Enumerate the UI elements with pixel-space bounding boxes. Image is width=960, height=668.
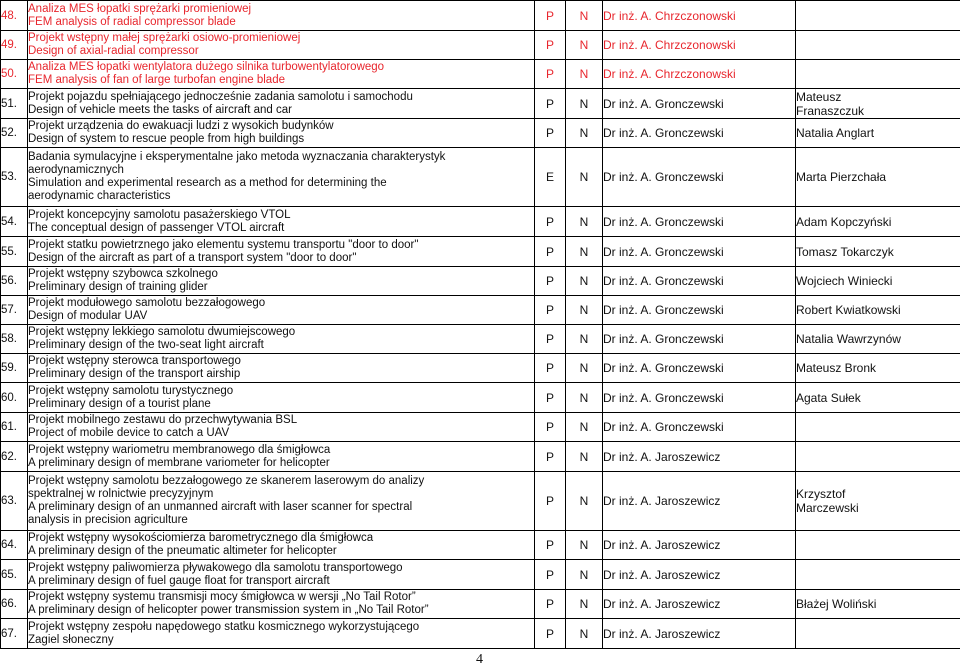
thesis-language: N <box>566 560 603 590</box>
student-name <box>796 531 960 560</box>
student-name-line: Mateusz <box>796 89 842 104</box>
student-name <box>796 207 960 237</box>
supervisor-name: Dr inż. A. Gronczewski <box>603 325 796 354</box>
student-name <box>796 442 960 472</box>
thesis-type: P <box>535 31 566 60</box>
table-row <box>1 267 960 296</box>
thesis-language: N <box>566 60 603 89</box>
title-line: Projekt wstępny samolotu bezzałogowego ze skanerem laserowym do analizy <box>28 475 425 487</box>
student-name-line: Marczewski <box>796 501 859 515</box>
title-line: Projekt statku powietrznego jako elementu systemu transportu "door to door" <box>28 238 419 251</box>
title-line: Projekt wstępny sterowca transportowego <box>28 355 241 367</box>
topic-number: 59. <box>1 354 28 383</box>
table-row <box>1 1 960 31</box>
title-line: A preliminary design of the pneumatic altimeter for helicopter <box>28 545 337 557</box>
topic-number: 61. <box>1 413 28 442</box>
thesis-language: N <box>566 590 603 619</box>
topic-title <box>28 442 535 472</box>
title-line: Projekt wstępny paliwomierza pływakowego dla samolotu transportowego <box>28 561 403 574</box>
thesis-type: P <box>535 560 566 590</box>
student-name <box>796 472 960 531</box>
topic-title <box>28 1 535 31</box>
title-line: Preliminary design of the transport airship <box>28 368 241 380</box>
student-name <box>796 31 960 60</box>
table-row <box>1 413 960 442</box>
table-row <box>1 89 960 119</box>
student-name <box>796 325 960 354</box>
title-line: Projekt pojazdu spełniającego jednocześnie zadania samolotu i samochodu <box>28 90 413 103</box>
student-name <box>796 383 960 413</box>
student-name <box>796 354 960 383</box>
title-line: Project of mobile device to catch a UAV <box>28 427 230 439</box>
topic-title <box>28 207 535 237</box>
thesis-language: N <box>566 148 603 207</box>
topic-number: 66. <box>1 590 28 619</box>
student-name-line: Wojciech Winiecki <box>796 274 893 288</box>
thesis-type: P <box>535 413 566 442</box>
thesis-language: N <box>566 442 603 472</box>
title-line: Design of modular UAV <box>28 310 148 322</box>
topic-number: 53. <box>1 148 28 207</box>
title-line: analysis in precision agriculture <box>28 514 188 526</box>
topic-number: 65. <box>1 560 28 590</box>
table-row <box>1 207 960 237</box>
thesis-type: P <box>535 590 566 619</box>
topic-title <box>28 413 535 442</box>
thesis-type: P <box>535 354 566 383</box>
title-line: Projekt wstępny małej sprężarki osiowo-promieniowej <box>28 32 301 44</box>
student-name-line: Agata Sułek <box>796 390 861 405</box>
title-line: Projekt wstępny samolotu turystycznego <box>28 384 234 397</box>
topic-title <box>28 119 535 148</box>
thesis-type: P <box>535 619 566 649</box>
table-row <box>1 60 960 89</box>
title-line: Projekt mobilnego zestawu do przechwytywania BSL <box>28 414 298 426</box>
student-name <box>796 590 960 619</box>
topic-number: 51. <box>1 89 28 119</box>
thesis-type: E <box>535 148 566 207</box>
supervisor-name: Dr inż. A. Jaroszewicz <box>603 560 796 590</box>
table-body <box>1 1 960 649</box>
title-line: Preliminary design of training glider <box>28 281 208 293</box>
thesis-type: P <box>535 1 566 31</box>
thesis-type: P <box>535 267 566 296</box>
thesis-type: P <box>535 89 566 119</box>
title-line: A preliminary design of helicopter power transmission system in „No Tail Rotor” <box>28 604 429 616</box>
title-line: Projekt wstępny wariometru membranowego dla śmigłowca <box>28 443 331 456</box>
title-line: Design of axial-radial compressor <box>28 45 199 57</box>
topic-number: 56. <box>1 267 28 296</box>
topic-title <box>28 267 535 296</box>
thesis-type: P <box>535 472 566 531</box>
thesis-language: N <box>566 413 603 442</box>
topic-number: 54. <box>1 207 28 237</box>
student-name-line: Błażej Woliński <box>796 597 877 611</box>
title-line: FEM analysis of radial compressor blade <box>28 15 236 28</box>
thesis-language: N <box>566 383 603 413</box>
title-line: Analiza MES łopatki wentylatora dużego silnika turbowentylatorowego <box>28 61 385 73</box>
student-name <box>796 60 960 89</box>
student-name-line: Robert Kwiatkowski <box>796 303 901 317</box>
table-row <box>1 237 960 267</box>
topic-title <box>28 60 535 89</box>
thesis-type: P <box>535 60 566 89</box>
topic-title <box>28 354 535 383</box>
title-line: Projekt wstępny zespołu napędowego statku kosmicznego wykorzystującego <box>28 620 420 633</box>
topic-number: 49. <box>1 31 28 60</box>
topic-number: 62. <box>1 442 28 472</box>
student-name <box>796 413 960 442</box>
title-line: Analiza MES łopatki sprężarki promieniowej <box>28 2 252 15</box>
topic-number: 63. <box>1 472 28 531</box>
supervisor-name: Dr inż. A. Jaroszewicz <box>603 442 796 472</box>
student-name-line: Franaszczuk <box>796 103 865 118</box>
title-line: Badania symulacyjne i eksperymentalne jako metoda wyznaczania charakterystyk <box>28 151 446 163</box>
topic-title <box>28 560 535 590</box>
topic-number: 50. <box>1 60 28 89</box>
table-row <box>1 619 960 649</box>
student-name <box>796 267 960 296</box>
title-line: Projekt koncepcyjny samolotu pasażerskiego VTOL <box>28 208 291 221</box>
topic-title <box>28 383 535 413</box>
thesis-language: N <box>566 119 603 148</box>
supervisor-name: Dr inż. A. Jaroszewicz <box>603 531 796 560</box>
thesis-type: P <box>535 119 566 148</box>
supervisor-name: Dr inż. A. Gronczewski <box>603 207 796 237</box>
supervisor-name: Dr inż. A. Gronczewski <box>603 237 796 267</box>
thesis-language: N <box>566 619 603 649</box>
thesis-type: P <box>535 531 566 560</box>
thesis-language: N <box>566 267 603 296</box>
supervisor-name: Dr inż. A. Gronczewski <box>603 296 796 325</box>
title-line: Design of the aircraft as part of a transport system "door to door" <box>28 251 357 264</box>
table-row <box>1 148 960 207</box>
table-row <box>1 325 960 354</box>
topic-number: 60. <box>1 383 28 413</box>
supervisor-name: Dr inż. A. Gronczewski <box>603 383 796 413</box>
title-line: The conceptual design of passenger VTOL aircraft <box>28 221 285 234</box>
topic-number: 52. <box>1 119 28 148</box>
topic-title <box>28 590 535 619</box>
topic-number: 55. <box>1 237 28 267</box>
table-row <box>1 119 960 148</box>
title-line: Projekt urządzenia do ewakuacji ludzi z wysokich budynków <box>28 120 334 132</box>
thesis-type: P <box>535 442 566 472</box>
thesis-language: N <box>566 296 603 325</box>
student-name <box>796 237 960 267</box>
supervisor-name: Dr inż. A. Jaroszewicz <box>603 590 796 619</box>
table-row <box>1 560 960 590</box>
table-row <box>1 442 960 472</box>
table-row <box>1 296 960 325</box>
student-name <box>796 296 960 325</box>
student-name <box>796 119 960 148</box>
thesis-type: P <box>535 296 566 325</box>
thesis-language: N <box>566 531 603 560</box>
student-name-line: Krzysztof <box>796 487 846 501</box>
supervisor-name: Dr inż. A. Gronczewski <box>603 148 796 207</box>
student-name-line: Adam Kopczyński <box>796 214 892 229</box>
title-line: spektralnej w rolnictwie precyzyjnym <box>28 488 214 500</box>
supervisor-name: Dr inż. A. Gronczewski <box>603 267 796 296</box>
student-name-line: Mateusz Bronk <box>796 361 877 375</box>
table-row <box>1 590 960 619</box>
supervisor-name: Dr inż. A. Chrzczonowski <box>603 1 796 31</box>
title-line: Preliminary design of the two-seat light aircraft <box>28 339 264 351</box>
supervisor-name: Dr inż. A. Gronczewski <box>603 89 796 119</box>
title-line: Design of system to rescue people from high buildings <box>28 133 305 145</box>
topic-title <box>28 89 535 119</box>
title-line: A preliminary design of membrane variometer for helicopter <box>28 456 330 469</box>
table-row <box>1 472 960 531</box>
supervisor-name: Dr inż. A. Chrzczonowski <box>603 60 796 89</box>
thesis-type: P <box>535 207 566 237</box>
thesis-language: N <box>566 1 603 31</box>
student-name <box>796 1 960 31</box>
thesis-type: P <box>535 237 566 267</box>
title-line: Projekt wstępny wysokościomierza barometrycznego dla śmigłowca <box>28 532 374 544</box>
page-number: 4 <box>476 652 483 667</box>
student-name <box>796 619 960 649</box>
title-line: Projekt wstępny systemu transmisji mocy śmigłowca w wersji „No Tail Rotor” <box>28 591 416 603</box>
title-line: A preliminary design of an unmanned aircraft with laser scanner for spectral <box>28 501 413 513</box>
student-name <box>796 560 960 590</box>
topic-title <box>28 472 535 531</box>
thesis-language: N <box>566 325 603 354</box>
title-line: FEM analysis of fan of large turbofan engine blade <box>28 74 285 86</box>
table-row <box>1 31 960 60</box>
supervisor-name: Dr inż. A. Jaroszewicz <box>603 472 796 531</box>
topic-title <box>28 237 535 267</box>
table-row <box>1 354 960 383</box>
supervisor-name: Dr inż. A. Jaroszewicz <box>603 619 796 649</box>
thesis-language: N <box>566 207 603 237</box>
supervisor-name: Dr inż. A. Gronczewski <box>603 413 796 442</box>
title-line: A preliminary design of fuel gauge float for transport aircraft <box>28 574 330 587</box>
topic-title <box>28 31 535 60</box>
topic-title <box>28 148 535 207</box>
topic-number: 64. <box>1 531 28 560</box>
thesis-language: N <box>566 472 603 531</box>
student-name-line: Marta Pierzchała <box>796 170 887 184</box>
student-name-line: Natalia Wawrzynów <box>796 332 901 346</box>
thesis-language: N <box>566 237 603 267</box>
thesis-language: N <box>566 354 603 383</box>
student-name <box>796 89 960 119</box>
student-name-line: Natalia Anglart <box>796 126 875 140</box>
table-row <box>1 383 960 413</box>
topic-title <box>28 531 535 560</box>
thesis-type: P <box>535 383 566 413</box>
topic-title <box>28 619 535 649</box>
title-line: aerodynamicznych <box>28 164 124 176</box>
thesis-language: N <box>566 89 603 119</box>
title-line: Projekt wstępny szybowca szkolnego <box>28 268 218 280</box>
title-line: Projekt modułowego samolotu bezzałogowego <box>28 297 266 309</box>
topic-title <box>28 296 535 325</box>
supervisor-name: Dr inż. A. Chrzczonowski <box>603 31 796 60</box>
topic-number: 58. <box>1 325 28 354</box>
title-line: Simulation and experimental research as a method for determining the <box>28 177 387 189</box>
student-name-line: Tomasz Tokarczyk <box>796 244 894 259</box>
supervisor-name: Dr inż. A. Gronczewski <box>603 119 796 148</box>
title-line: Żagiel słoneczny <box>28 633 114 646</box>
student-name <box>796 148 960 207</box>
title-line: Preliminary design of a tourist plane <box>28 397 211 410</box>
thesis-type: P <box>535 325 566 354</box>
topic-number: 48. <box>1 1 28 31</box>
title-line: Projekt wstępny lekkiego samolotu dwumiejscowego <box>28 326 296 338</box>
topic-number: 57. <box>1 296 28 325</box>
topic-number: 67. <box>1 619 28 649</box>
thesis-language: N <box>566 31 603 60</box>
title-line: Design of vehicle meets the tasks of aircraft and car <box>28 103 292 116</box>
title-line: aerodynamic characteristics <box>28 190 171 202</box>
topic-title <box>28 325 535 354</box>
supervisor-name: Dr inż. A. Gronczewski <box>603 354 796 383</box>
table-row <box>1 531 960 560</box>
